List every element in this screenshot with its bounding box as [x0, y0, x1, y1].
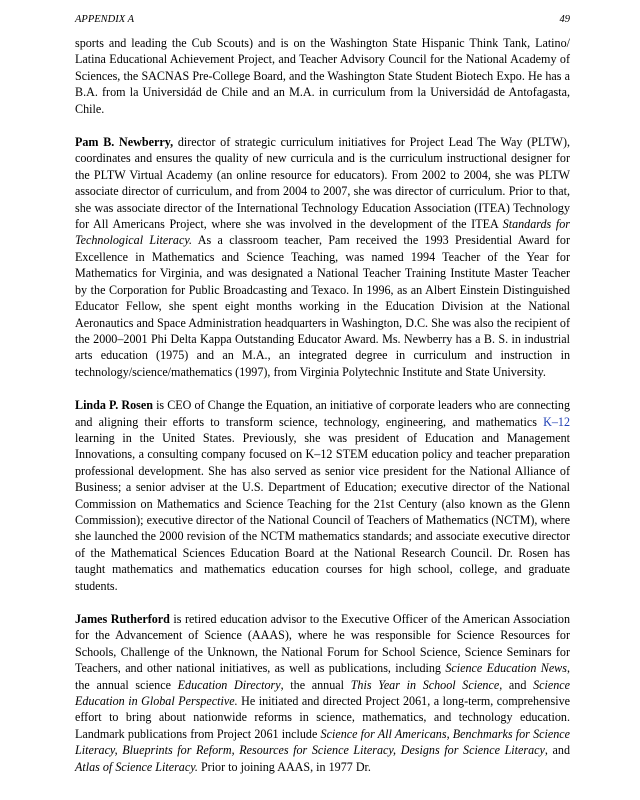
bio-name: Pam B. Newberry,: [75, 135, 174, 150]
paragraph-text: Prior to joining AAAS, in 1977 Dr.: [197, 759, 371, 774]
paragraph-text: , the annual: [280, 677, 351, 692]
k12-link[interactable]: K–12: [543, 414, 570, 429]
paragraph-text: is CEO of Change the Equation, an initiative of corporate leaders who are connecting and aligning their efforts to transform science, technology, engineering, and mathematics: [75, 398, 570, 429]
paragraph-text: He initiated and directed Project 2061, a long-term, comprehensive effort to bring about nationwide reforms in science, mathematics, and technology education. Landmark publications from Project 2061 include: [75, 694, 570, 741]
bio-name: Linda P. Rosen: [75, 398, 153, 413]
publication-title: Standards for Technological Literacy.: [75, 217, 570, 248]
running-header: [75, 14, 570, 25]
bio-paragraph-continued: [75, 35, 570, 117]
paragraph-text: director of strategic curriculum initiatives for Project Lead The Way (PLTW), coordinates and ensures the quality of new curricula and is the curriculum instructional designer for the PLTW Virtual Academy (an online resource for educators). From 2002 to 2004, she was PLTW associate director of curriculum, and from 2004 to 2007, she was director of curriculum. Prior to that, she was associate director of the International Technology Education Association (ITEA) Technology for All Americans Project, where she was involved in the development of the ITEA: [75, 135, 571, 232]
paragraph-text: As a classroom teacher, Pam received the 1993 Presidential Award for Excellence in Mathematics and Science Teaching, was named 1994 Teacher of the Year for Mathematics for Virginia, and was designated a National Teacher Training Institute Master Teacher by the Corporation for Public Broadcasting and Texaco. In 1996, as an Albert Einstein Distinguished Educator Fellow, she spent eight months working in the Education Division at the National Aeronautics and Space Administration headquarters in Washington, D.C. She was also the recipient of the 2000–2001 Phi Delta Kappa Outstanding Educator Award. Ms. Newberry has a B. S. in industrial arts education (1975) and an M.A., an integrated degree in curriculum and instruction in technology/science/mathematics (1997), from Virginia Polytechnic Institute and State University.: [75, 233, 571, 379]
publication-title: Science Education News: [445, 661, 567, 676]
paragraph-text: is retired education advisor to the Executive Officer of the American Association for the Advancement of Science (AAAS), where he was responsible for Science Resources for Schools, Challenge of the Unknown, the National Forum for School Science, Science Seminars for Teachers, and other national initiatives, as well as publications, including: [75, 612, 570, 676]
publication-title: Science Education in Global Perspective.: [75, 677, 571, 709]
bio-paragraph-rutherford: [75, 611, 570, 775]
paragraph-text: learning in the United States. Previously, she was president of Education and Management Innovations, a consulting company focused on K–12 STEM education policy and teacher preparation professional development. She has also served as senior vice president for the National Alliance of Business; a senior adviser at the U.S. Department of Education; executive director of the National Commission on Mathematics and Science Teaching for the 21st Century (also known as the Glenn Commission); executive director of the National Council of Teachers of Mathematics (NCTM), where she launched the 2000 revision of the NCTM mathematics standards; and associate executive director of the Mathematical Sciences Education Board at the National Research Council. Dr. Rosen has taught mathematics and mathematics education courses for high school, college, and graduate students.: [75, 430, 570, 593]
paragraph-text: , and: [499, 677, 534, 692]
paragraph-text: sports and leading the Cub Scouts) and is on the Washington State Hispanic Think Tank, Latino/ Latina Educational Achievement Project, and Teacher Advisory Council for the National Academy of Sciences, the SACNAS Pre-College Board, and the Washington State Student Biotech Expo. He has a B.A. from la Universidád de Chile and an M.A. in curriculum from la Universidád de Antofagasta, Chile.: [75, 36, 570, 116]
paragraph-text: , and: [544, 743, 570, 758]
bio-paragraph-rosen: [75, 397, 570, 594]
paragraph-text: , the annual science: [75, 661, 570, 692]
publication-title: Education Directory: [177, 677, 281, 692]
bio-paragraph-newberry: [75, 134, 570, 380]
publication-title: Science for All Americans, Benchmarks for Science Literacy, Blueprints for Reform, Resources for Science Literacy, Designs for Science Literacy: [75, 726, 570, 758]
page-number: 49: [559, 14, 570, 25]
publication-title: This Year in School Science: [350, 677, 500, 692]
publication-title: Atlas of Science Literacy.: [75, 759, 198, 774]
section-label: APPENDIX A: [75, 14, 135, 25]
bio-name: James Rutherford: [75, 612, 170, 626]
